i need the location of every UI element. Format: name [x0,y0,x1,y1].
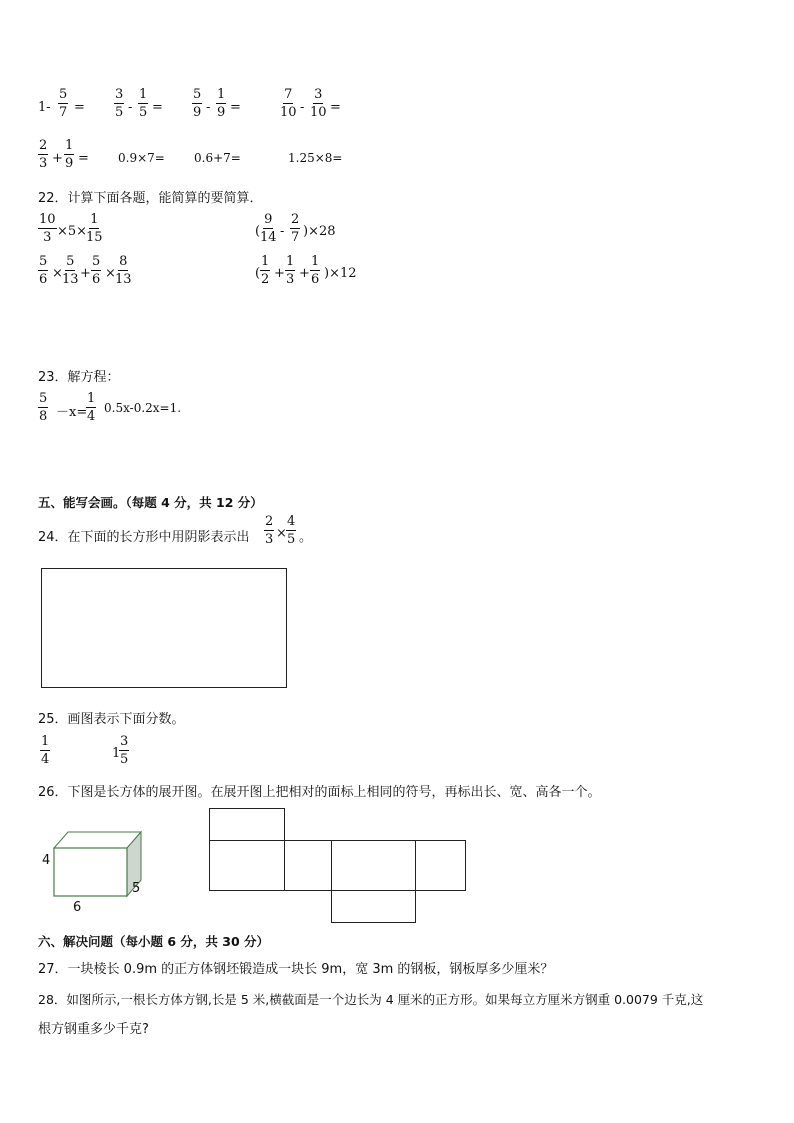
question-25-title: 25．画图表示下面分数。 [38,712,185,727]
fraction: $\frac{9}{14}$ [260,212,277,245]
operator: ×5× [57,224,88,239]
question-27-text: 27．一块棱长 0.9m 的正方体钢坯锻造成一块长 9m，宽 3m 的钢板，钢板厚多少厘米？ [38,962,554,977]
fraction: $\frac{8}{13}$ [115,254,132,287]
fraction: $\frac{10}{3}$ [39,212,56,245]
paren-open: ( [255,266,261,281]
net-face-4[interactable] [415,840,466,891]
drawing-rectangle[interactable] [41,568,287,688]
question-23-title: 23．解方程： [38,370,120,385]
equation-2: 0.5x-0.2x=1. [104,401,182,415]
fraction: $\frac{1}{6}$ [311,254,320,287]
cuboid-figure [38,822,158,922]
expression: 1.25×8= [288,151,343,165]
question-26-title: 26．下图是长方体的展开图。在展开图上把相对的面标上相同的符号，再标出长、宽、高各一个。 [38,785,601,800]
fraction: $\frac{3}{5}$ [115,87,124,120]
equals-sign: = [74,100,85,115]
net-face-1[interactable] [209,840,285,891]
equals-sign: = [230,100,241,115]
question-28-text-line2: 根方钢重多少千克? [38,1022,149,1037]
fraction: $\frac{2}{3}$ [39,138,48,171]
punctuation: 。 [299,530,313,545]
operator: - [206,100,211,115]
fraction: $\frac{1}{9}$ [65,138,74,171]
equation-part: －x= [56,405,88,420]
fraction: $\frac{1}{9}$ [217,87,226,120]
operator: × [52,266,63,281]
expr-1-lead: 1- [38,100,51,115]
operator: + [274,266,285,281]
fraction: $\frac{1}{5}$ [139,87,148,120]
paren-open: ( [255,224,261,239]
operator: + [52,151,63,166]
expression: 0.6+7= [194,151,241,165]
fraction-three-fifths: $\frac{3}{5}$ [120,734,129,767]
fraction: $\frac{5}{6}$ [39,254,48,287]
operator: - [280,224,285,239]
operator: - [128,100,133,115]
operator: × [105,266,116,281]
section-6-heading: 六、解决问题（每小题 6 分，共 30 分） [38,934,270,949]
net-face-2[interactable] [284,840,332,891]
cuboid-width-label: 5 [132,881,141,896]
operator: × [276,526,287,541]
net-face-3[interactable] [331,840,416,891]
operator: - [300,100,305,115]
net-face-bottom[interactable] [331,890,416,923]
fraction: $\frac{1}{15}$ [86,212,103,245]
fraction: $\frac{5}{7}$ [59,87,68,120]
cuboid-height-label: 4 [42,853,51,868]
fraction: $\frac{2}{7}$ [291,212,300,245]
cuboid-top-face [54,832,141,848]
question-28-text-line1: 28．如图所示,一根长方体方钢,长是 5 米,横截面是一个边长为 4 厘米的正方形。如果每立方厘米方钢重 0.0079 千克,这 [38,992,704,1007]
question-22-title: 22．计算下面各题，能简算的要简算． [38,191,263,206]
equals-sign: = [330,100,341,115]
question-24-text: 24．在下面的长方形中用阴影表示出 [38,530,250,545]
fraction: $\frac{7}{10}$ [280,87,297,120]
equals-sign: = [152,100,163,115]
paren-close: )×12 [324,266,357,281]
fraction: $\frac{2}{3}$ [265,514,274,547]
cuboid-front-face [54,848,127,896]
net-face-top[interactable] [209,808,285,841]
fraction: $\frac{5}{13}$ [62,254,79,287]
fraction: $\frac{5}{9}$ [193,87,202,120]
fraction: $\frac{3}{10}$ [310,87,327,120]
fraction: $\frac{1}{4}$ [87,391,96,424]
fraction: $\frac{1}{3}$ [286,254,295,287]
mixed-number-whole: 1 [112,746,121,761]
equals-sign: = [78,151,89,166]
operator: + [80,266,91,281]
fraction: $\frac{4}{5}$ [287,514,296,547]
cuboid-length-label: 6 [73,900,82,915]
fraction: $\frac{5}{8}$ [39,391,48,424]
expression: 0.9×7= [118,151,165,165]
fraction-one-quarter: $\frac{1}{4}$ [41,734,50,767]
paren-close: )×28 [303,224,336,239]
operator: + [299,266,310,281]
fraction: $\frac{1}{2}$ [261,254,270,287]
section-5-heading: 五、能写会画。（每题 4 分，共 12 分） [38,495,263,510]
fraction: $\frac{5}{6}$ [92,254,101,287]
